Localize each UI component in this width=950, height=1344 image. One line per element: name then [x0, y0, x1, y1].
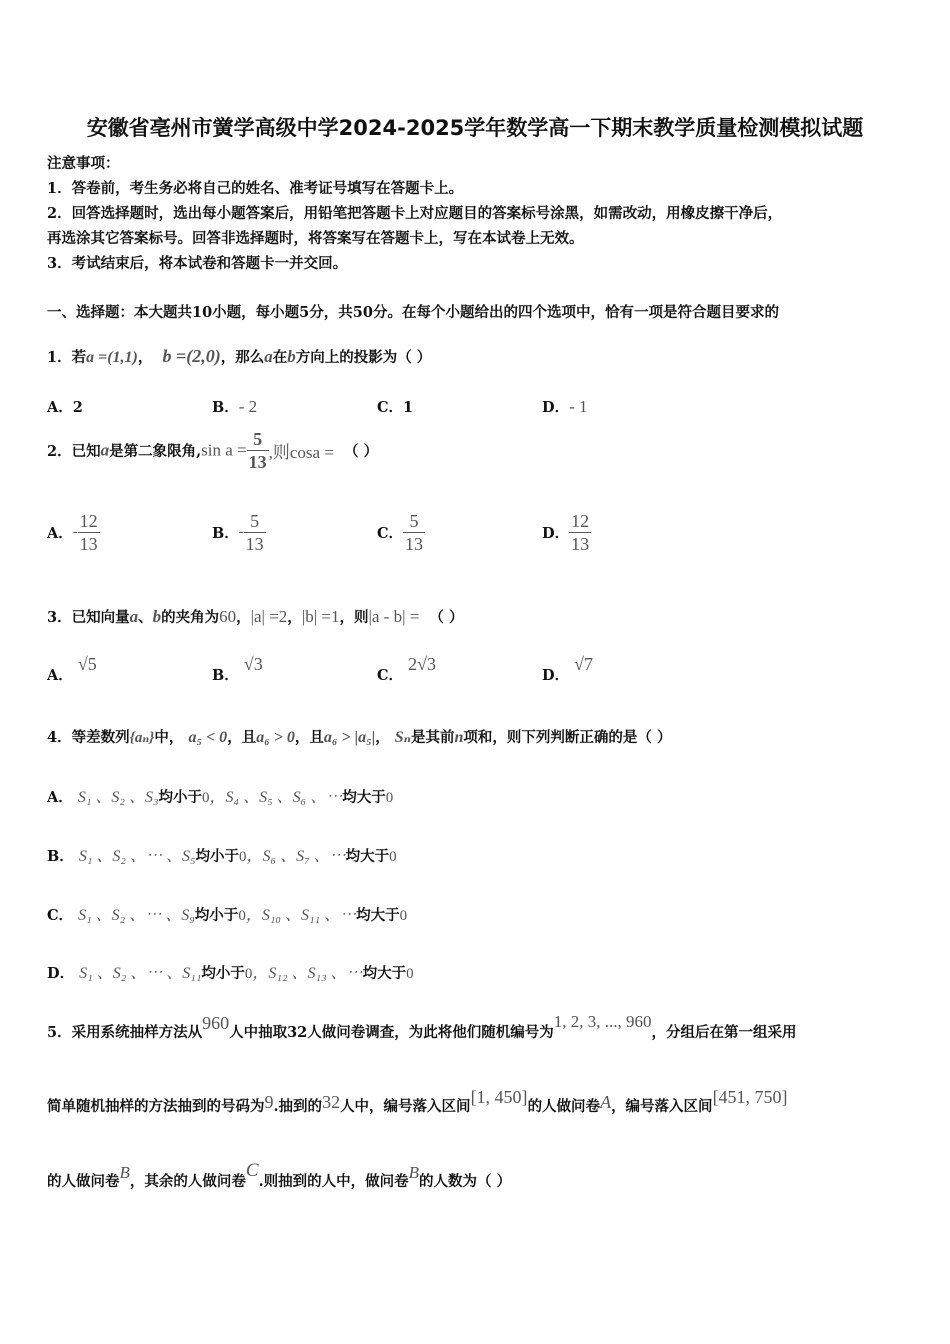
- option-lhs: S₁ 、S₂ 、⋯ 、S₅: [78, 848, 196, 865]
- q1-num: 1．若: [47, 349, 87, 366]
- notice-item: 1．答卷前，考生务必将自己的姓名、准考证号填写在答题卡上。: [47, 180, 464, 197]
- q3-b: b: [152, 607, 162, 626]
- option-label: B．: [212, 525, 239, 542]
- q4-seq: {aₙ}: [129, 730, 155, 746]
- q5-text: .则抽到的人中，做问卷: [258, 1173, 409, 1190]
- q4-t2: ，且: [227, 729, 257, 746]
- option-label: C．: [377, 667, 404, 684]
- q3-abs-a: |a| =2: [250, 607, 288, 626]
- option-value: √3: [243, 654, 263, 674]
- q5-32: 32: [322, 1092, 341, 1112]
- q1-comma: ，: [137, 349, 153, 366]
- question-1: [47, 346, 431, 367]
- option-lhs: S₁ 、S₂ 、⋯ 、S₉: [78, 907, 195, 924]
- option-label: C．: [377, 399, 404, 416]
- q5-text: ，分组后在第一组采用: [651, 1024, 797, 1041]
- q3-option-b[interactable]: [212, 654, 263, 685]
- q4-t5: 是其前: [411, 729, 455, 746]
- question-2: [47, 428, 378, 473]
- option-lhs: S₁ 、S₂ 、S₃: [77, 789, 159, 806]
- option-end: 均大于: [362, 965, 407, 982]
- option-end: 均大于: [356, 907, 400, 924]
- q5-C: C: [245, 1160, 259, 1181]
- option-label: B．: [47, 848, 74, 865]
- q5-nine: 9: [264, 1092, 274, 1112]
- q2-fraction: [247, 428, 269, 473]
- option-zero: 0: [406, 966, 414, 982]
- option-value: - 2: [238, 397, 258, 416]
- q3-num: 3．已知向量: [47, 609, 130, 626]
- option-value: 2√3: [408, 654, 436, 674]
- option-fraction: [569, 510, 591, 555]
- page-title: 安徽省亳州市黉学高级中学2024-2025学年数学高一下期末教学质量检测模拟试题: [86, 116, 864, 140]
- numerator: 12: [571, 511, 590, 531]
- option-fraction: [403, 510, 425, 555]
- numerator: 12: [79, 511, 98, 531]
- option-rhs: ，S₆ 、S₇ 、⋯: [246, 848, 346, 865]
- q4-t6: 项和，则下列判断正确的是（ ）: [463, 729, 672, 746]
- option-mid: 均小于: [194, 907, 239, 924]
- q3-option-a[interactable]: [47, 654, 97, 685]
- q3-t2: ，则: [339, 609, 369, 626]
- option-value: √5: [77, 654, 97, 674]
- q1-a-def: a =(1,1): [86, 349, 138, 366]
- numerator: 5: [403, 510, 425, 533]
- option-zero: 0: [399, 908, 408, 924]
- option-end: 均大于: [345, 848, 390, 865]
- q1-a: a: [264, 347, 273, 366]
- denominator: 13: [571, 534, 590, 554]
- option-zero: 0: [202, 790, 210, 806]
- notice-item: 再选涂其它答案标号。回答非选择题时，将答案写在答题卡上，写在本试卷上无效。: [47, 230, 584, 247]
- q3-t3: （ ）: [429, 609, 464, 626]
- q5-B: B: [119, 1163, 130, 1182]
- option-zero: 0: [385, 790, 394, 806]
- option-label: B．: [212, 399, 239, 416]
- q1-option-d[interactable]: [542, 396, 588, 417]
- q3-option-c[interactable]: [377, 654, 436, 685]
- question-4: [47, 726, 671, 747]
- notice-heading: 注意事项：: [47, 155, 120, 172]
- q1-t2: 在: [272, 349, 288, 366]
- q2-then: ,则cosa =: [268, 443, 334, 462]
- q5-A: A: [600, 1092, 612, 1112]
- q5-interval-2: [451, 750]: [712, 1087, 788, 1107]
- q1-b-def: b =(2,0): [162, 346, 221, 366]
- q4-c2: a₆ > 0: [256, 729, 295, 746]
- option-label: A．: [47, 399, 73, 416]
- q5-text: .抽到的: [273, 1098, 323, 1115]
- q1-t1: ，那么: [220, 349, 265, 366]
- option-sign: -: [238, 524, 244, 540]
- option-mid: 均小于: [201, 965, 245, 982]
- option-rhs: ，S₁₀ 、S₁₁ 、⋯: [245, 907, 357, 924]
- option-fraction: [78, 510, 100, 555]
- q2-option-d[interactable]: [542, 510, 591, 555]
- option-value: 2: [72, 399, 83, 416]
- q5-text: ，其余的人做问卷: [129, 1173, 246, 1190]
- q3-option-d[interactable]: [542, 654, 594, 685]
- q5-B: B: [408, 1163, 420, 1182]
- option-label: D．: [542, 525, 570, 542]
- q5-seq: 1, 2, 3, ..., 960: [553, 1012, 652, 1031]
- option-rhs: ，S₁₂ 、S₁₃ 、⋯: [252, 965, 363, 982]
- q5-text: 人中，编号落入区间: [340, 1098, 471, 1115]
- q3-sep: 、: [138, 609, 153, 626]
- option-value: 1: [403, 399, 414, 416]
- option-fraction: [244, 510, 266, 555]
- q5-960: 960: [202, 1013, 230, 1033]
- q5-text: 5．采用系统抽样方法从: [47, 1024, 203, 1041]
- q4-t3: ，且: [294, 729, 324, 746]
- denominator: 13: [248, 452, 267, 472]
- q2-a: a: [100, 440, 110, 460]
- notice-item: 3．考试结束后，将本试卷和答题卡一并交回。: [47, 255, 348, 272]
- question-5-line-3: [47, 1160, 512, 1192]
- option-zero: 0: [244, 966, 253, 982]
- q4-option-c[interactable]: [47, 902, 407, 925]
- section-heading: 一、选择题：本大题共10小题，每小题5分，共50分。在每个小题给出的四个选项中，恰有一项是符合题目要求的: [47, 304, 779, 321]
- q5-interval-1: [1, 450]: [470, 1087, 528, 1107]
- question-5-line-2: [47, 1087, 788, 1116]
- option-label: D．: [542, 399, 570, 416]
- option-zero: 0: [238, 908, 246, 924]
- q4-num: 4．等差数列: [47, 729, 130, 746]
- q3-expr: |a - b| =: [368, 607, 420, 626]
- q5-text: 人中抽取32人做问卷调查，为此将他们随机编号为: [229, 1024, 554, 1041]
- question-5-line-1: [47, 1012, 797, 1042]
- option-label: B．: [212, 667, 239, 684]
- q5-text: 简单随机抽样的方法抽到的号码为: [47, 1098, 265, 1115]
- q4-t4: ，: [375, 729, 390, 746]
- q5-text: ，编号落入区间: [611, 1098, 713, 1115]
- option-label: D．: [542, 667, 570, 684]
- q3-a: a: [129, 607, 139, 626]
- q1-option-a[interactable]: [47, 396, 83, 417]
- denominator: 13: [79, 534, 98, 554]
- option-value: √7: [574, 654, 594, 674]
- q2-option-c[interactable]: [377, 510, 425, 555]
- q2-sin: sin a =: [201, 440, 247, 460]
- q1-t3: 方向上的投影为（ ）: [295, 349, 432, 366]
- q4-c3: a₆ > |a₅|: [323, 729, 376, 746]
- q5-text: 的人做问卷: [527, 1098, 601, 1115]
- q1-b: b: [287, 347, 296, 366]
- q3-t1: 的夹角为: [161, 609, 220, 626]
- q4-option-a[interactable]: [47, 784, 393, 807]
- option-zero: 0: [239, 849, 247, 865]
- q1-option-b[interactable]: [212, 396, 257, 417]
- option-zero: 0: [389, 849, 397, 865]
- q1-option-c[interactable]: [377, 396, 413, 417]
- q4-n: n: [454, 729, 464, 746]
- numerator: 5: [244, 510, 266, 533]
- option-end: 均大于: [342, 789, 386, 806]
- q3-abs-b: |b| =1: [301, 607, 340, 626]
- option-label: D．: [47, 965, 75, 982]
- notice-item: 2．回答选择题时，选出每小题答案后，用铅笔把答题卡上对应题目的答案标号涂黑，如需改动，用橡皮擦干净后，: [47, 205, 783, 222]
- question-3: [47, 606, 463, 627]
- option-label: A．: [47, 789, 73, 806]
- option-rhs: ，S₄ 、S₅ 、S₆ 、⋯: [209, 789, 343, 806]
- option-mid: 均小于: [158, 789, 203, 806]
- q2-option-b[interactable]: [212, 510, 266, 555]
- q5-text: 的人做问卷: [47, 1173, 120, 1190]
- option-label: A．: [47, 525, 73, 542]
- q3-c2: ，: [287, 609, 302, 626]
- option-label: A．: [47, 667, 73, 684]
- q5-text: 的人数为（ ）: [419, 1173, 512, 1190]
- q3-c1: ，: [236, 609, 251, 626]
- q4-sn: Sₙ: [394, 729, 412, 746]
- q3-angle: 60: [219, 607, 237, 626]
- option-sign: -: [72, 524, 78, 540]
- option-label: C．: [377, 525, 404, 542]
- denominator: 13: [405, 534, 424, 554]
- option-mid: 均小于: [195, 848, 240, 865]
- option-lhs: S₁ 、S₂ 、⋯ 、S₁₁: [79, 965, 202, 982]
- denominator: 13: [245, 534, 264, 554]
- option-label: C．: [47, 907, 74, 924]
- q2-t2: （ ）: [344, 443, 379, 460]
- numerator: 5: [247, 428, 269, 451]
- q4-option-b[interactable]: [47, 843, 397, 866]
- q4-t1: 中，: [154, 729, 184, 746]
- q2-num: 2．已知: [47, 443, 101, 460]
- q4-option-d[interactable]: [47, 960, 414, 983]
- q4-c1: a₅ < 0: [188, 729, 228, 746]
- option-value: - 1: [569, 397, 588, 416]
- q2-t1: 是第二象限角,: [109, 443, 202, 460]
- q2-option-a[interactable]: [47, 510, 100, 555]
